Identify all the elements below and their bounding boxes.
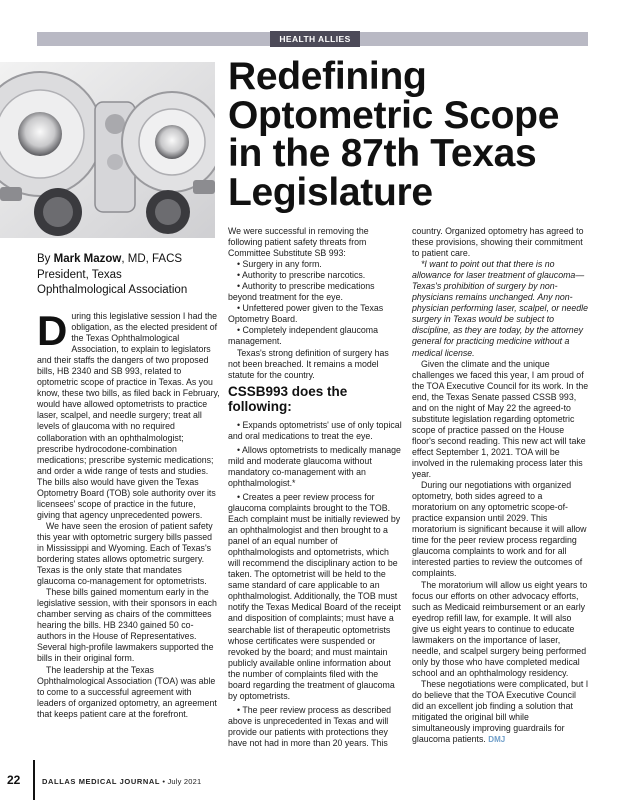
list-item: • Authority to prescribe narcotics. — [237, 270, 366, 281]
author-credentials: , MD, FACS — [121, 253, 183, 265]
list-item: • Surgery in any form. — [237, 259, 322, 270]
byline — [37, 252, 222, 299]
phoropter-image — [0, 62, 215, 238]
paragraph: These bills gained momentum early in the legislative session, with their sponsors in each chamber serving as chairs of the committees hearing the bills. HB 2340 gained 50 co-authors in the House of Representatives. Several high-profile lawmakers supported the bills in their original form. — [37, 587, 217, 664]
paragraph: country. Organized optometry has agreed to these provisions, showing their commitment to patient care. — [412, 226, 584, 259]
paragraph: The moratorium will allow us eight years to focus our efforts on other advocacy efforts, such as Medicaid reimbursement or an early eyedrop refill law, for example. It will also give us eight years to continue to educate lawmakers on the importance of laser, needle, and scalpel surgery being performed only by those who have completed medical school and an ophthalmology residency. — [412, 579, 588, 678]
subheading: CSSB993 does the following: — [228, 383, 348, 415]
title-line: Legislature — [228, 170, 433, 214]
list-item: • Allows optometrists to medically manage mild and moderate glaucoma without mandatory co-management with an ophthalmologist.* — [228, 444, 401, 488]
list-item: • Expands optometrists' use of only topical and oral medications to treat the eye. — [228, 419, 402, 441]
author-org: Ophthalmological Association — [37, 284, 188, 296]
section-label: HEALTH ALLIES — [270, 31, 360, 47]
paragraph: During our negotiations with organized optometry, both sides agreed to a moratorium on any optometric scope-of-practice expansion until 2029. This moratorium is significant because it will allow time for the peer review process regarding glaucoma complaints to work and for all interested parties to review the outcomes of complaints. — [412, 480, 587, 579]
paragraph: We were successful in removing the following patient safety threats from Committee Substitute SB 993: — [228, 226, 369, 259]
author-role: President, Texas — [37, 268, 122, 281]
signoff-mark: DMJ — [488, 735, 506, 745]
list-item: • Completely independent glaucoma management. — [228, 325, 378, 347]
column-1 — [37, 307, 220, 720]
journal-name: DALLAS MEDICAL JOURNAL — [42, 777, 161, 786]
paragraph: Texas's strong definition of surgery has not been breached. It remains a model statute for the country. — [228, 347, 389, 380]
list-item: • Unfettered power given to the Texas Optometry Board. — [228, 303, 384, 325]
page-number: 22 — [7, 773, 21, 787]
paragraph: Given the climate and the unique challenges we faced this year, I am proud of the TOA Executive Council for its work. In the end, the Texas Senate passed CSSB 993, and on the night of May 22 the agreed-to substitute legislation regarding optometric scope of practice passed on the House floor's second reading. This new act will take effect September 1, 2021. TOA will be involved in the rulemaking process later this year. — [412, 358, 589, 480]
byline-by: By — [37, 253, 54, 265]
paragraph: The leadership at the Texas Ophthalmological Association (TOA) was able to come to a successful agreement with leaders of organized optometry, an agreement that keeps patient care at the forefront. — [37, 664, 217, 719]
list-item: • Authority to prescribe medications beyond treatment for the eye. — [228, 281, 375, 303]
paragraph — [412, 259, 589, 358]
list-item: • Creates a peer review process for glaucoma complaints brought to the TOB. Each complaint must be initially reviewed by an ophthalmologist and then brought to a panel of an equal number of ophthalmologists and optometrists, which will recommend the disciplinary action to be taken. The optometrist will be held to the same standard of care applicable to an ophthalmologist. Additionally, the TOB must notify the Texas Medical Board of the receipt and disposition of complaints; must have a searchable list of therapeutic optometrists whose certificates were suspended or revoked by the board; and must maintain publicly available online information about the number of complaints filed with the board regarding the treatment of glaucoma by optometrists. — [228, 491, 401, 701]
paragraph: We have seen the erosion of patient safety this year with optometric surgery bills passed in Mississippi and Wyoming. Each of Texas's bordering states allows optometric surgery. Texas is the only state that mandates glaucoma co-management for optometrists. — [37, 520, 213, 587]
lead-paragraph: During this legislative session I had the obligation, as the elected president of the Texas Ophthalmological Association, to explain to legislators and their staffs the dangers of two proposed bills, HB 2340 and SB 993, related to optometric scope of practice in Texas. As you know, these two bills, as filed back in February, would have allowed optometrists to practice laser, scalpel, and needle surgery; treat all levels of glaucoma with no required collaboration with an ophthalmologist; prescribe hydrocodone-combination medications; prescribe systemic medications; and order a wide range of tests and studies. The bills also would have given the Texas Optometry Board (TOB) sole authority over its licensees' scope of practice in the future, giving that agency unprecedented powers. — [37, 307, 220, 520]
column-2 — [228, 226, 402, 749]
list-item: • The peer review process as described above is unprecedented in Texas and will provide our patients with protections they have not had in more than 20 years. This — [228, 704, 392, 748]
title-line: Optometric Scope — [228, 93, 560, 137]
footnote: *I want to point out that there is no allowance for laser treatment of glaucoma—Texas's prohibition of surgery by non-physicians remains unchanged. Any non-physician performing laser, scalpel, or needle surgery in Texas would be subject to discipline, as they are today, by the attorney general for practicing medicine without a medical license. — [412, 259, 589, 358]
issue-date: • July 2021 — [160, 777, 202, 786]
column-3 — [412, 226, 589, 745]
footer-divider — [33, 760, 35, 800]
footer-text — [42, 777, 201, 786]
title-line: in the 87th Texas — [228, 132, 537, 175]
phoropter-illustration — [0, 62, 215, 238]
drop-cap: D — [37, 307, 68, 354]
author-name: Mark Mazow — [53, 253, 122, 265]
article-title — [228, 55, 618, 214]
title-line: Redefining — [228, 55, 427, 98]
paragraph: These negotiations were complicated, but I do believe that the TOA Executive Council did an excellent job finding a solution that mitigated the original bill while simultaneously improving guardrails for glaucoma patients. DMJ — [412, 678, 589, 745]
